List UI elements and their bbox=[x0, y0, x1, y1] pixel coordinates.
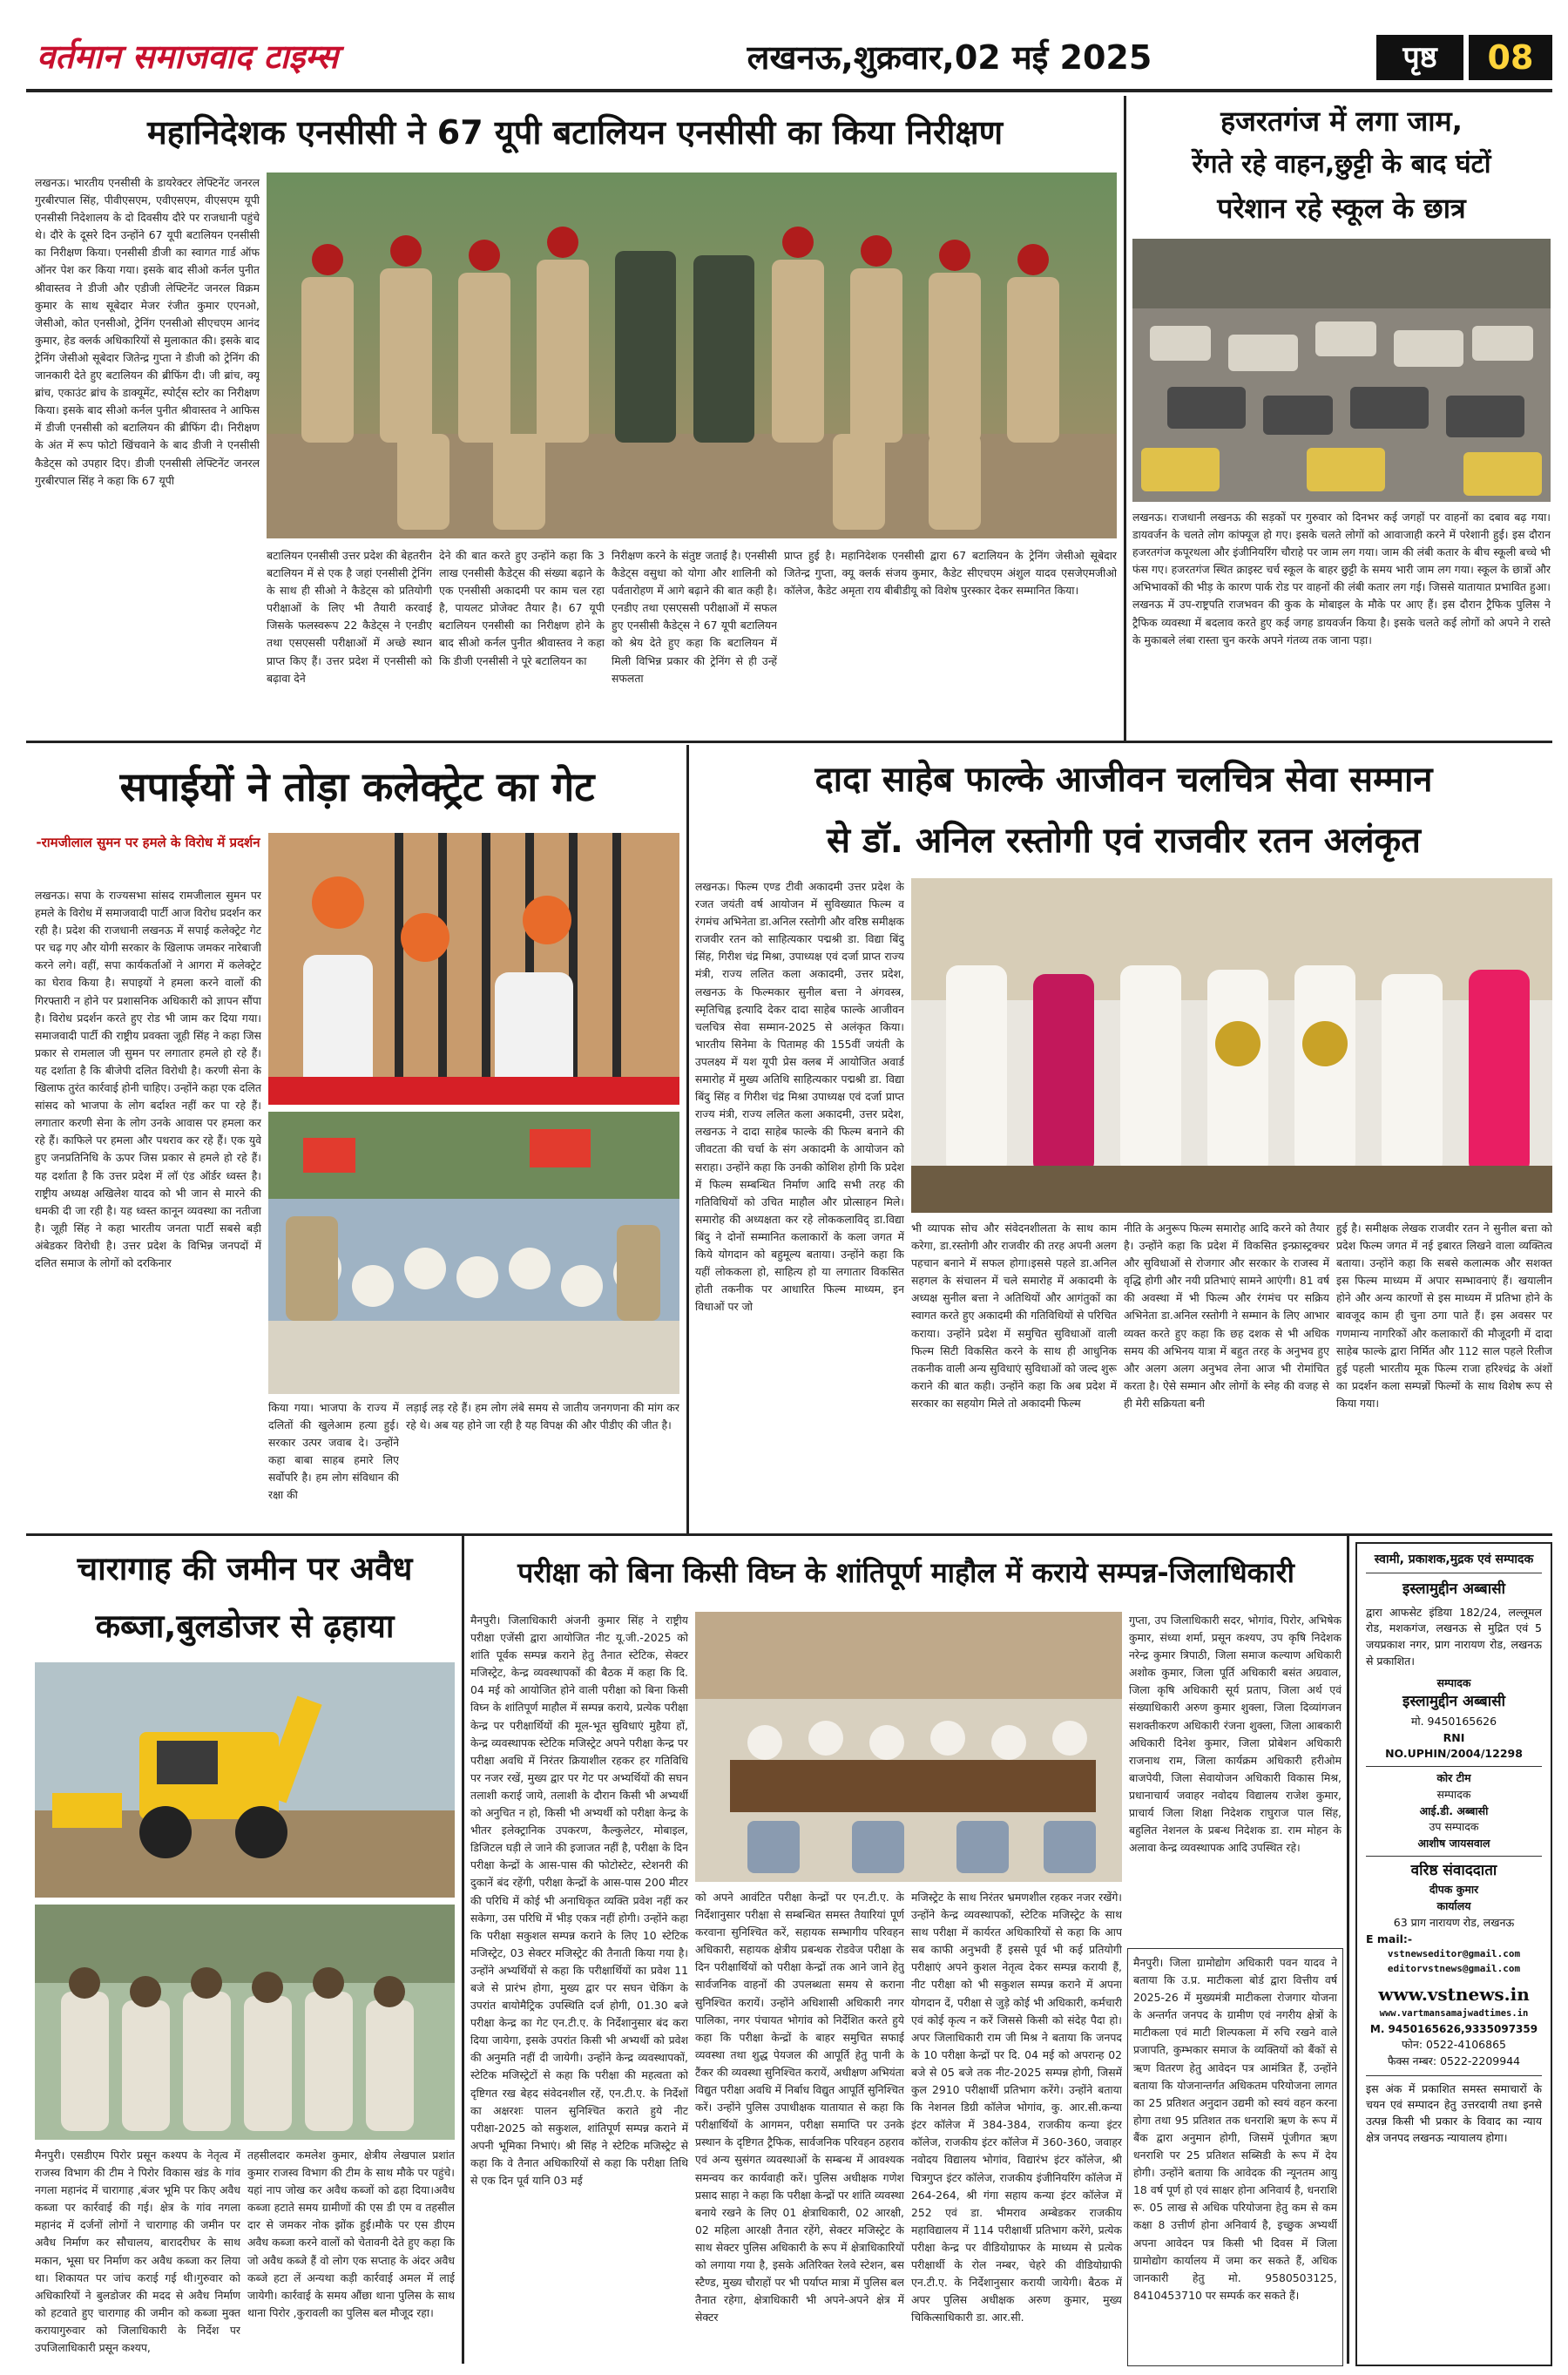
imprint-website2[interactable]: www.vartmansamajwadtimes.in bbox=[1379, 2008, 1529, 2020]
imprint-press: द्वारा आफसेट इंडिया 182/24, लल्लूमल रोड, मशकगंज, लखनऊ से मुद्रित एवं 5 जयप्रकाश नगर, प्राग नारायण रोड, लखनऊ से प्रकाशित। bbox=[1366, 1605, 1542, 1668]
section-rule bbox=[26, 1533, 1552, 1536]
meeting-hall-photo bbox=[695, 1612, 1122, 1882]
article3-col2: किया गया। भाजपा के राज्य में दलितों की खुलेआम हत्या हुई। सरकार उत्पर जवाब दे। उन्होंने कहा बाबा साहब हमारे लिए सर्वोपरि है। हम लोग संविधान की रक्षा की bbox=[268, 1401, 399, 1502]
imprint-fax: फैक्स नम्बर: 0522-2209944 bbox=[1366, 2054, 1542, 2076]
article1-col5: प्राप्त हुई है। महानिदेशक एनसीसी द्वारा 67 बटालियन के ट्रेनिंग जेसीओ सूबेदार जितेन्द्र गुप्ता, क्यू क्लर्क संजय कुमार, कैडेट सीएचएम अंशुल यादव एसजेएमजीओ कॉलेज, कैडेट अमृता राय बीबीडीयू को विशेष पुरस्कार देकर सम्मानित किया। bbox=[784, 549, 1117, 598]
article7-box bbox=[1127, 1948, 1343, 2366]
article3-col3: लड़ाई लड़ रहे हैं। हम लोग लंबे समय से जातीय जनगणना की मांग कर रहे थे। अब यह होने जा रही है यह विपक्ष की और पीडीए की जीत है। bbox=[406, 1401, 679, 1432]
bulldozer-photo bbox=[35, 1662, 455, 1898]
imprint-core-editor: आई.डी. अब्बासी bbox=[1419, 1803, 1489, 1817]
article2-headline-line2: रेंगते रहे वाहन,छुट्टी के बाद घंटों bbox=[1192, 149, 1491, 179]
article1-col1: लखनऊ। भारतीय एनसीसी के डायरेक्टर लेफ्टिनेंट जनरल गुरबीरपाल सिंह, पीवीएसएम, एवीएसएम, वीएसएम यूपी एनसीसी निदेशालय के दो दिवसीय दौरे पर राजधानी पहुंचे थे। दौरे के दूसरे दिन उन्होंने 67 यूपी बटालियन एनसीसी का निरीक्षण किया। एनसीसी डीजी का स्वागत गार्ड ऑफ ऑनर पेश कर किया गया। इसके बाद सीओ कर्नल पुनीत श्रीवास्तव ने डीजी और एडीजी लेफ्टिनेंट जनरल विक्रम कुमार के साथ सूबेदार मेजर रंजीत कुमार एएनओ, जेसीओ, कोत एनसीओ, ट्रेनिंग एनसीओ सीएचएम आनंद कुमार, हेड क्लर्क अधिकारियों से मुलाकात की। इसके बाद ट्रेनिंग जेसीओ सूबेदार जितेन्द्र गुप्ता ने डीजी को ट्रेनिंग की जानकारी देते हुए बटालियन की ब्रीफिंग दी। जी ब्रांच, क्यू ब्रांच, एकाउंट ब्रांच के डाक्यूमेंट, स्पोर्ट्स स्टोर का निरीक्षण किया। इसके बाद सीओ कर्नल पुनीत श्रीवास्तव ने आफिस में डीजी एनसीसी को बटालियन की ब्रीफिंग दी। निरीक्षण के अंत में रूप फोटो खिंचवाने के बाद डीजी ने एनसीसी कैडेट्स को उपहार दिए। डीजी एनसीसी लेफ्टिनेंट जनरल गुरबीरपाल सिंह ने कहा कि 67 यूपी bbox=[35, 176, 260, 487]
imprint-senior: दीपक कुमार bbox=[1429, 1883, 1479, 1897]
imprint-core-team: कोर टीम bbox=[1436, 1771, 1471, 1784]
article3-col1: लखनऊ। सपा के राज्यसभा सांसद रामजीलाल सुमन पर हमले के विरोध में समाजवादी पार्टी आज विरोध प्रदर्शन कर रही है। प्रदेश की राजधानी लखनऊ में सपाई कलेक्ट्रेट गेट पर चढ़ गए और योगी सरकार के खिलाफ जमकर नारेबाजी करने लगे। वहीं, सपा कार्यकर्ताओं ने आगरा में कलेक्ट्रेट का घेराव किया है। सपाइयों ने हमला करने वालों की गिरफ्तारी न होने पर प्रशासनिक अधिकारी को ज्ञापन सौंपा है। विरोध प्रदर्शन करते हुए रोड भी जाम कर दिया गया। समाजवादी पार्टी की राष्ट्रीय प्रवक्ता जूही सिंह ने कहा जिस प्रकार से रामलाल जी सुमन पर लगातार हमले हो रहे हैं। यह दर्शाता है कि बीजेपी दलित विरोधी है। करणी सेना के खिलाफ तुरंत कार्रवाई होनी चाहिए। उन्होंने कहा एक दलित सांसद को भाजपा के लोग बर्दाश्त नहीं कर पा रहे हैं। लगातार करणी सेना के लोग उनके आवास पर हमला कर रहे हैं। काफिले पर हमला और पथराव कर रहे हैं। एक युवे हुए जनप्रतिनिधि के ऊपर जिस प्रकार से हमले हो रहे हैं। यह दर्शाता है कि उत्तर प्रदेश में लॉ एंड ऑर्डर ध्वस्त है। राष्ट्रीय अध्यक्ष अखिलेश यादव को भी जान से मारने की धमकी दी जा रही है। यह ध्वस्त कानून व्यवस्था का नतीजा है। जूही सिंह ने कहा भारतीय जनता पार्टी सबसे बड़ी अंबेडकर विरोधी है। उत्तर प्रदेश के विभिन्न जनपदों में दलित समाज के लोगों को दरकिनार bbox=[35, 889, 261, 1269]
page-number: 08 bbox=[1469, 35, 1552, 80]
article1-headline: महानिदेशक एनसीसी ने 67 यूपी बटालियन एनसीसी का किया निरीक्षण bbox=[146, 113, 1004, 152]
article3-headline: सपाईयों ने तोड़ा कलेक्ट्रेट का गेट bbox=[119, 763, 595, 810]
imprint-core-editor-label: सम्पादक bbox=[1436, 1787, 1471, 1801]
masthead-rule bbox=[26, 89, 1552, 92]
imprint-editor-label: सम्पादक bbox=[1436, 1675, 1471, 1689]
article2-headline-line3: परेशान रहे स्कूल के छात्र bbox=[1217, 192, 1466, 225]
article6-col2: को अपने आवंटित परीक्षा केन्द्रों पर एन.टी.ए. के निर्देशानुसार परीक्षा से सम्बन्धित समस्त तैयारियां पूर्ण करवाना सुनिश्चित करें, सहायक सम्भागीय परिवहन अधिकारी, सहायक क्षेत्रीय प्रबन्धक रोडवेज परीक्षा के दिन परीक्षार्थियों को परीक्षा केन्द्रों तक आने जाने हेतु सार्वजनिक वाहनों की उपलब्धता समय से कराना सुनिश्चित करायें। उन्होंने अधिशासी अधिकारी नगर पालिका, नगर पंचायत भोगांव को निर्देशित करते हुये कहा कि परीक्षा केन्द्रों के बाहर समुचित सफाई व्यवस्था तथा शुद्ध पेयजल की आपूर्ति हेतु पानी के टैंकर की व्यवस्था सुनिश्चित करायें, अधीक्षण अभियंता विद्युत परीक्षा अवधि में निर्बाध विद्युत आपूर्ति सुनिश्चित करें। उन्होंने पुलिस उपाधीक्षक यातायात से कहा कि परीक्षार्थियों के आगमन, परीक्षा समाप्ति पर उनके प्रस्थान के दृष्टिगत ट्रैफिक, सार्वजनिक परिवहन ठहराव एवं अन्य सुसंगत व्यवस्थाओं के सम्बन्ध में आवश्यक समन्वय कर कार्यवाही करें। पुलिस अधीक्षक गणेश प्रसाद साहा ने कहा कि परीक्षा केन्द्रों पर शांति व्यवस्था बनाये रखने के लिए 01 क्षेत्राधिकारी, 02 आरक्षी, 02 महिला आरक्षी तैनात रहेंगे, सेक्टर मजिस्ट्रेट के साथ सेक्टर पुलिस अधिकारी के रूप में क्षेत्राधिकारियों को लगाया गया है, इसके अतिरिक्त रेलवे स्टेशन, बस स्टैण्ड, मुख्य चौराहों पर भी पर्याप्त मात्रा में पुलिस बल तैनात रहेगा, क्षेत्राधिकारी भी अपने-अपने क्षेत्र में सेक्टर bbox=[695, 1891, 904, 2324]
article6-col4: गुप्ता, उप जिलाधिकारी सदर, भोगांव, पिरोर, अभिषेक कुमार, संध्या शर्मा, प्रसून कश्यप, उप कृषि निदेशक नरेन्द्र कुमार त्रिपाठी, जिला समाज कल्याण अधिकारी अशोक कुमार, जिला पूर्ति अधिकारी बसंत अग्रवाल, जिला कृषि अधिकारी सूर्य प्रताप, जिला अर्थ एवं संख्याधिकारी अरुण कुमार शुक्ला, जिला दिव्यांगजन सशक्तीकरण अधिकारी रंजना शुक्ला, जिला आबकारी अधिकारी दिनेश कुमार, जिला प्रोबेशन अधिकारी राजनाथ राम, जिला कार्यक्रम अधिकारी हरीओम बाजपेयी, जिला सेवायोजन अधिकारी विकास मिश्र, प्रधानाचार्य जवाहर नवोदय विद्यालय राजेश कुमार, प्राचार्य जिला शिक्षा निदेशक राघुराज पाल सिंह, बहुलित नेशनल के प्रबन्ध निदेशक डा. राम मोहन के अलावा केन्द्र व्यवस्थापक आदि उपस्थित रहे। bbox=[1129, 1614, 1342, 1855]
imprint-box bbox=[1355, 1542, 1552, 2366]
imprint-phone1: M. 9450165626,9335097359 bbox=[1369, 2023, 1538, 2035]
masthead bbox=[0, 0, 1568, 96]
article2-headline-line1: हजरतगंज में लगा जाम, bbox=[1220, 105, 1463, 138]
imprint-sub-editor: आशीष जायसवाल bbox=[1366, 1836, 1542, 1857]
article1-col2: बटालियन एनसीसी उत्तर प्रदेश की बेहतरीन बटालियन में से एक है जहां एनसीसी ट्रेनिंग के साथ ही सीओ ने कैडेट्स को प्रतियोगी परीक्षाओं के लिए भी तैयारी करवाई जिसके फलस्वरूप 22 कैडेट्स ने एनडीए तथा एसएससी परीक्षाओं में अच्छे स्थान प्राप्त किए हैं। उत्तर प्रदेश में एनसीसी को बढ़ावा देने bbox=[267, 549, 432, 685]
column-divider bbox=[1124, 96, 1126, 741]
imprint-disclaimer: इस अंक में प्रकाशित समस्त समाचारों के चयन एवं सम्पादन हेतु उत्तरदायी तथा इनसे उत्पन्न किसी भी प्रकार के विवाद का न्याय क्षेत्र जनपद लखनऊ न्यायालय होगा। bbox=[1366, 2081, 1542, 2144]
article4-headline-line1: दादा साहेब फाल्के आजीवन चलचित्र सेवा सम्मान bbox=[814, 760, 1433, 800]
protest-crowd-photo bbox=[268, 1112, 679, 1394]
imprint-editor: इस्लामुद्दीन अब्बासी bbox=[1402, 1693, 1506, 1711]
article4-headline-line2: से डॉ. अनिल रस्तोगी एवं राजवीर रतन अलंकृत bbox=[827, 821, 1421, 861]
article7-body: मैनपुरी। जिला ग्रामोद्योग अधिकारी पवन यादव ने बताया कि उ.प्र. माटीकला बोर्ड द्वारा वित्तीय वर्ष 2025-26 में मुख्यमंत्री माटीकला रोजगार योजना के अन्तर्गत जनपद के ग्रामीण एवं नगरीय क्षेत्रों के माटीकला एवं माटी शिल्पकला में रुचि रखने वाले प्रजापति, कुम्भकार समाज के व्यक्तियों को बैंकों से ऋण वितरण हेतु आवेदन पत्र आमंत्रित हैं, उन्होंने बताया कि योजनान्तर्गत अधिकतम परियोजना लागत का 25 प्रतिशत अनुदान उद्यमी को स्वयं वहन करना होगा तथा 95 प्रतिशत तक धनराशि ऋण के रूप में बैंक द्वारा अनुमान होगी, जिसमें पूंजीगत ऋण धनराशि पर 25 प्रतिशत सब्सिडी के रूप में देय होगी। उन्होंने बताया कि आवेदक की न्यूनतम आयु 18 वर्ष पूर्ण हो एवं साक्षर होना अनिवार्य है, धनराशि रू. 05 लाख से अधिक परियोजना हेतु कम से कम कक्षा 8 उत्तीर्ण होना अनिवार्य है, इच्छुक अभ्यर्थी अपना आवेदन पत्र किसी भी दिवस में जिला ग्रामोद्योग कार्यालय में जमा कर सकते हैं, अधिक जानकारी हेतु मो. 9580503125, 8410453710 पर सम्पर्क कर सकते हैं। bbox=[1133, 1956, 1337, 2302]
column-divider bbox=[1347, 1536, 1349, 2364]
article5-col2: तहसीलदार कमलेश कुमार, क्षेत्रीय लेखपाल प्रशांत कुमार राजस्व विभाग की टीम के साथ मौके पर पहुंचे। यहां नाप जोख कर अवैध कब्जों को ढहा दिया।अवैध कब्जा हटाते समय ग्रामीणों की एस डी एम व तहसील दार से जमकर नोक झोंक हुई।मौके पर एस डीएम अवैध कब्जा करने वालों को चेतावनी देते हुए कहा कि जो अवैध कब्जे हैं वो लोग एक सप्ताह के अंदर अवैध कब्जे हटा लें अन्यथा कड़ी कार्रवाई अमल में लाई जायेगी। कार्रवाई के समय औंछा थाना पुलिस के साथ थाना पिरोर ,कुरावली का पुलिस बल मौजूद रहा। bbox=[247, 2148, 455, 2319]
protesters-at-gate-photo bbox=[268, 833, 679, 1105]
imprint-mobile: मो. 9450165626 bbox=[1410, 1714, 1497, 1728]
imprint-email1[interactable]: vstnewseditor@gmail.com bbox=[1387, 1948, 1521, 1960]
article1-col4: निरीक्षण करने के संतुष्ट जताई है। एनसीसी कैडेट्स वसुधा को योगा और शालिनी को पर्वतारोहण में आगे बढ़ाने की बात कही है। एनडीए तथा एसएससी परीक्षाओं में सफल हुए एनसीसी कैडेट्स ने 67 यूपी बटालियन को श्रेय देते हुए कहा कि बटालियन में मिली विभिन्न प्रकार की ट्रेनिंग से ही उन्हें सफलता bbox=[612, 549, 777, 685]
imprint-rni-label: RNI bbox=[1443, 1730, 1465, 1744]
imprint-office-label: कार्यालय bbox=[1436, 1899, 1471, 1912]
article5-col1: मैनपुरी। एसडीएम पिरोर प्रसून कश्यप के नेतृत्व में राजस्व विभाग की टीम ने पिरोर विकास खंड के गांव नगला महानंद में चारागाह ,बंजर भूमि पर किए अवैध कब्जा पर कार्रवाई की गई। क्षेत्र के गांव नगला महानंद में दर्जनों लोगों ने चारागाह की जमीन पर अवैध निर्माण कर सौचालय, बारादरीघर के साथ मकान, भूसा घर निर्माण कर अवैध कब्जा कर लिया था। शिकायत पर जांच कराई गई थी।गुरुवार को अधिकारियों ने बुलडोजर की मदद से अवैध निर्माण को हटवाते हुए चारागाह की जमीन को कब्जा मुक्त करायागुरुवार को जिलाधिकारी के निर्देश पर उपजिलाधिकारी प्रसून कश्यप, bbox=[35, 2148, 240, 2355]
article4-col3: नीति के अनुरूप फिल्म समारोह आदि करने को तैयार है। उन्होंने कहा कि प्रदेश में विकसित इन्फ्रास्ट्रक्चर और सुविधाओं से रोजगार और सरकार के राजस्व में वृद्धि होगी और नयी प्रतिभाएं सामने आएंगी। 81 वर्ष की अवस्था में भी फिल्म और रंगमंच पर सक्रिय अभिनेता डा.अनिल रस्तोगी ने सम्मान के लिए आभार व्यक्त करते हुए कहा कि छह दशक से भी अधिक समय की अभिनय यात्रा में बहुत तरह के अनुभव हुए और अलग अलग अनुभव लेना आज भी रोमांचित करता है। ऐसे सम्मान और लोगों के स्नेह की वजह से ही मेरी सक्रियता बनी bbox=[1124, 1221, 1329, 1410]
article5-headline-line2: कब्जा,बुलडोजर से ढ़हाया bbox=[95, 1607, 395, 1645]
page-label: पृष्ठ bbox=[1376, 35, 1463, 80]
award-ceremony-photo bbox=[911, 878, 1552, 1213]
traffic-jam-photo bbox=[1132, 239, 1551, 502]
article4-col4: हुई है। समीक्षक लेखक राजवीर रतन ने सुनील बत्ता को प्रदेश फिल्म जगत में नई इबारत लिखने वाला व्यक्तित्व बताया। उन्होंने कहा कि सबसे कलात्मक और सशक्त इस फिल्म माध्यम में अपार सम्भावनाएं हैं। खयालीन होने और अन्य कारणों से इस माध्यम में प्रतिभा होने के बावजूद काम ही चुना ठगा पाते हैं। इस अवसर पर गणमान्य नागरिकों और कलाकारों की मौजूदगी में दादा साहेब फाल्के द्वारा निर्मित और 112 साल पहले रिलीज हुई पहली भारतीय मूक फिल्म राजा हरिश्चंद्र के अंशों का प्रदर्शन कला सम्पन्नों फिल्मों के साथ विशेष रूप से किया गया। bbox=[1336, 1221, 1552, 1410]
article6-col3: मजिस्ट्रेट के साथ निरंतर भ्रमणशील रहकर नजर रखेंगे। उन्होंने केन्द्र व्यवस्थापकों, स्टेटिक मजिस्ट्रेट के साथ साथ परीक्षा में कार्यरत अधिकारियों से कहा कि आप सब काफी अनुभवी हैं इससे पूर्व भी कई प्रतियोगी परीक्षाएं अपने कुशल नेतृत्व देकर सम्पन्न करायी हैं, नीट परीक्षा को भी सकुशल सम्पन्न कराने में अपना योगदान दें, परीक्षा से जुड़े कोई भी अधिकारी, कर्मचारी एवं कोई कृत्य न करें जिससे किसी को संदेह पैदा हो। अपर जिलाधिकारी राम जी मिश्र ने बताया कि जनपद के 10 परीक्षा केन्द्रों पर दि. 04 मई को अपरान्ह 02 बजे से 05 बजे तक नीट-2025 सम्पन्न होगी, जिसमें कुल 2910 परीक्षार्थी प्रतिभाग करेंगे। उन्होंने बताया कि नेशनल डिग्री कॉलेज भोगांव, कु. आर.सी.कन्या इंटर कॉलेज में 384-384, राजकीय कन्या इंटर कॉलेज, राजकीय इंटर कॉलेज में 360-360, जवाहर नवोदय विद्यालय भोगांव, विद्यारंभ इंटर कॉलेज, श्री चित्रगुप्त इंटर कॉलेज, राजकीय इंजीनियरिंग कॉलेज में 264-264, श्री गंगा सहाय कन्या इंटर कॉलेज में 252 एवं डा. भीमराव अम्बेडकर राजकीय महाविद्यालय में 114 परीक्षार्थी प्रतिभाग करेंगे, प्रत्येक परीक्षा केन्द्र पर वीडियोग्राफर के माध्यम से प्रत्येक परीक्षार्थी के रोल नम्बर, चेहरे की वीडियोग्राफी एन.टी.ए. के निर्देशानुसार करायी जायेगी। बैठक में अपर पुलिस अधीक्षक अरुण कुमार, मुख्य चिकित्साधिकारी डा. आर.सी. bbox=[911, 1891, 1122, 2324]
villagers-crowd-photo bbox=[35, 1905, 455, 2140]
imprint-office: 63 प्राग नारायण रोड, लखनऊ bbox=[1393, 1915, 1515, 1929]
imprint-rni: NO.UPHIN/2004/12298 bbox=[1366, 1746, 1542, 1767]
ncc-cadets-group-photo bbox=[267, 173, 1117, 538]
imprint-sub-editor-label: उप सम्पादक bbox=[1429, 1820, 1479, 1834]
article6-headline: परीक्षा को बिना किसी विघ्न के शांतिपूर्ण माहौल में कराये सम्पन्न-जिलाधिकारी bbox=[517, 1556, 1294, 1589]
article4-col1: लखनऊ। फिल्म एण्ड टीवी अकादमी उत्तर प्रदेश के रजत जयंती वर्ष आयोजन में सुविख्यात फिल्म व रंगमंच अभिनेता डा.अनिल रस्तोगी और वरिष्ठ समीक्षक राजवीर रतन को साहित्यकार पद्मश्री डा. विद्या बिंदु सिंह, गिरीश चंद्र मिश्रा, उपाध्यक्ष एवं दर्जा प्राप्त राज्य मंत्री, राज्य ललित कला अकादमी, उत्तर प्रदेश, लखनऊ के फिल्मकार सुनील बत्ता ने अंगवस्त्र, स्मृतिचिह्न इत्यादि देकर दादा साहेब फाल्के आजीवन चलचित्र सेवा सम्मान-2025 से अलंकृत किया। भारतीय सिनेमा के पितामह की 155वीं जयंती के उपलक्ष्य में यश यूपी प्रेस क्लब में आयोजित अवार्ड समारोह में मुख्य अतिथि साहित्यकार पद्मश्री डा. विद्या बिंदु सिंह व गिरीश चंद्र मिश्रा उपाध्यक्ष एवं दर्जा प्राप्त राज्य मंत्री, राज्य ललित कला अकादमी, उत्तर प्रदेश, लखनऊ ने दादा साहेब फाल्के की फिल्म बनाने की जीवटता की चर्चा के संग अकादमी के आयोजन को सराहा। उन्होंने कहा कि उनकी कोशिश होगी कि प्रदेश में फिल्म सम्बन्धित निर्माण आदि सभी तरह की गतिविधियों को उचित माहौल और प्रोत्साहन मिले। समारोह की अध्यक्षता कर रहे लोककलाविद् डा.विद्या बिंदु ने दोनों सम्मानित कलाकारों के कला जगत में किये योगदान को बहुमूल्य बताया। उन्होंने कहा कि यहीं लोककला हो, साहित्य हो या लगातार विकसित होती तकनीक पर आधारित फिल्म माध्यम, इन विधाओं पर जो bbox=[695, 880, 904, 1314]
article1-col3: देने की बात करते हुए उन्होंने कहा कि 3 लाख एनसीसी कैडेट्स की संख्या बढ़ाने के एक एनसीसी अकादमी पर काम चल रहा है, पायलट प्रोजेक्ट तैयार है। 67 यूपी बटालियन एनसीसी का निरीक्षण होने के बाद सीओ कर्नल पुनीत श्रीवास्तव ने कहा कि डीजी एनसीसी ने पूरे बटालियन का bbox=[439, 549, 605, 667]
dateline: लखनऊ,शुक्रवार,02 मई 2025 bbox=[747, 38, 1152, 77]
imprint-email-label: E mail:- bbox=[1366, 1932, 1413, 1945]
column-divider bbox=[462, 1536, 464, 2364]
newspaper-name: वर्तमान समाजवाद टाइम्स bbox=[37, 37, 339, 76]
article5-headline-line1: चारागाह की जमीन पर अवैध bbox=[77, 1550, 413, 1587]
imprint-heading: स्वामी, प्रकाशक,मुद्रक एवं सम्पादक bbox=[1366, 1551, 1542, 1573]
article2-body: लखनऊ। राजधानी लखनऊ की सड़कों पर गुरुवार को दिनभर कई जगहों पर वाहनों का दबाव बढ़ गया। डायवर्जन के चलते लोग कांफ्यूज हो गए। इसके चलते लोगों को आवाजाही करने में परेशानी हुई। इस दौरान हजरतगंज कपूरथला और इंजीनियरिंग चौराहे पर जाम लग गया। जाम की लंबी कतार के बीच स्कूली बच्चे भी फंस गए। हजरतगंज स्थित क्राइस्ट चर्च स्कूल के बाहर छुट्टी के समय भारी जाम लग गया। स्कूल के छात्रों और अभिभावकों की भीड़ के कारण पार्क रोड पर वाहनों की लंबी कतार लग गई। जिससे यातायात प्रभावित हुआ। लखनऊ में उप-राष्ट्रपति राजभवन की कुक के मोबाइल के मौके पर आए हैं। इस दौरान ट्रैफिक पुलिस ने ट्रैफिक व्यवस्था में बदलाव करते हुए कई जगह डायवर्जन किया है। इसके चलते कई लोगों को अपने ने रास्ते के मुकाबले लंबा रास्ता चुन करके अपने गंतव्य तक जाना पड़ा। bbox=[1132, 511, 1551, 646]
imprint-phone2: फोन: 0522-4106865 bbox=[1402, 2038, 1506, 2051]
imprint-website[interactable]: www.vstnews.in bbox=[1378, 1984, 1530, 2006]
imprint-senior-label: वरिष्ठ संवाददाता bbox=[1410, 1861, 1497, 1879]
imprint-email2[interactable]: editorvstnews@gmail.com bbox=[1387, 1962, 1521, 1974]
article4-col2: भी व्यापक सोच और संवेदनशीलता के साथ काम करेगा, डा.रस्तोगी और राजवीर की तरह अपनी अलग पहचान बनाने में सफल होगा।इससे पहले डा.अनिल सहगल के संचालन में चले समारोह में अकादमी के अध्यक्ष सुनील बत्ता ने अतिथियों और आगंतुकों का स्वागत करते हुए अकादमी की गतिविधियों से परिचित कराया। उन्होंने प्रदेश में समुचित सुविधाओं वाली फिल्म सिटी विकसित करने के साथ ही आधुनिक तकनीक वाली अन्य सुविधाएं सुविधाओं को जल्द शुरू कराने की बात कही। उन्होंने कहा कि अब प्रदेश में सरकार का सहयोग मिले तो अकादमी फिल्म bbox=[911, 1221, 1117, 1410]
article3-subhead: -रामजीलाल सुमन पर हमले के विरोध में प्रदर्शन bbox=[36, 835, 260, 850]
column-divider bbox=[686, 745, 689, 1533]
article6-col1: मैनपुरी। जिलाधिकारी अंजनी कुमार सिंह ने राष्ट्रीय परीक्षा एजेंसी द्वारा आयोजित नीट यू.जी.-2025 को शांति पूर्वक सम्पन्न कराने हेतु तैनात स्टेटिक, सेक्टर मजिस्ट्रेट, केन्द्र व्यवस्थापकों की बैठक में कहा कि दि. 04 मई को आयोजित होने वाली परीक्षा को बिना किसी विघ्न के शांतिपूर्ण माहौल में सम्पन्न कराये, प्रत्येक परीक्षा केन्द्र पर परीक्षार्थियों की मूल-भूत सुविधाएं मुहैया हों, केन्द्र व्यवस्थापक स्टेटिक मजिस्ट्रेट अपने परीक्षा केन्द्र पर परीक्षा अवधि में निरंतर क्रियाशील रहकर हर गतिविधि पर नजर रखें, मुख्य द्वार पर गेट पर अभ्यर्थियों की सघन तलाशी कराई जाये, तलाशी के दौरान किसी भी अभ्यर्थी को अनुचित न हो, किसी भी अभ्यर्थी को परीक्षा केन्द्र के भीतर इलेक्ट्रानिक उपकरण, कैल्कुलेटर, मोबाइल, डिजिटल घड़ी ले जाने की इजाजत नहीं है, परीक्षा के दिन परीक्षा केन्द्रों के आस-पास की फोटोस्टेट, स्टेशनरी की दुकानें बंद रहेंगी, परीक्षा केन्द्रों के आस-पास 200 मीटर की परिधि में कोई भी अनाधिकृत व्यक्ति प्रवेश नहीं कर सकेगा, उस परिधि में भीड़ एकत्र नहीं होगी। उन्होंने कहा कि परीक्षा सकुशल सम्पन्न कराने के लिए 10 स्टेटिक मजिस्ट्रेट, 03 सेक्टर मजिस्ट्रेट की तैनाती किया गया है। उन्होंने अभ्यर्थियों से कहा कि परीक्षार्थियों का प्रवेश 11 बजे से प्रारंभ होगा, मुख्य द्वार पर सघन चेकिंग के उपरांत बायोमैट्रिक उपस्थिति दर्ज होगी, 01.30 बजे परीक्षा केन्द्र का गेट एन.टी.ए. के निर्देशानुसार बंद करा दिया जायेगा, इसके उपरांत किसी भी अभ्यर्थी को प्रवेश की अनुमति नहीं दी जायेगी। उन्होंने केन्द्र व्यवस्थापकों, स्टेटिक मजिस्ट्रेटों से कहा कि परीक्षा की महत्वता को दृष्टिगत रख बेहद संवेदनशील रहें, एन.टी.ए. के निर्देशों का अक्षरशः पालन सुनिश्चित कराते हुये नीट परीक्षा-2025 को सकुशल, शांतिपूर्ण सम्पन्न कराने में अपनी भूमिका निभाएं। श्री सिंह ने स्टेटिक मजिस्ट्रेट से कहा कि वे तैनात अधिकारियों से कहा कि परीक्षा तिथि से एक दिन पूर्व यानि 03 मई bbox=[470, 1614, 688, 2187]
imprint-owner: इस्लामुद्दीन अब्बासी bbox=[1402, 1580, 1506, 1598]
section-rule bbox=[26, 741, 1552, 743]
